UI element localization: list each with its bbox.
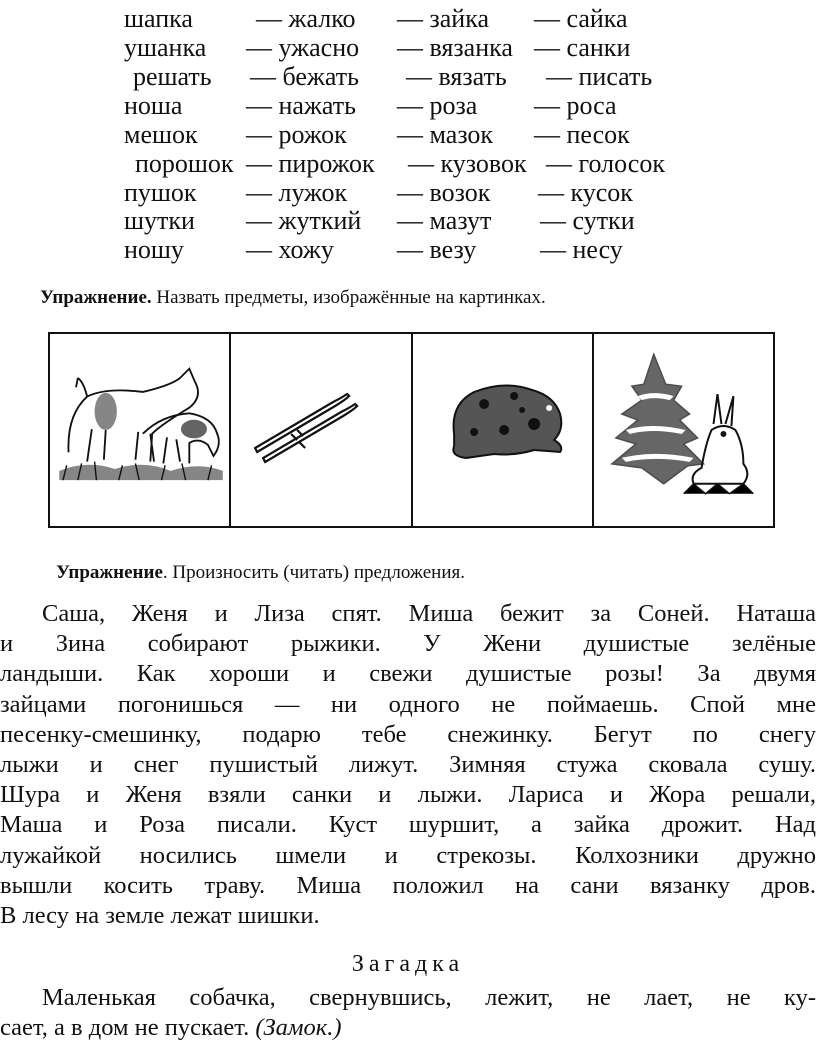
riddle-text: сает, а в дом не пускает. (0, 1014, 250, 1041)
word: — везу (397, 235, 477, 264)
paragraph-line: лужайкой носились шмели и стрекозы. Колхозники дружно (0, 841, 816, 869)
word: — голосок (546, 149, 665, 178)
word: ноша (124, 91, 183, 120)
exercise-name-pictures (40, 287, 546, 309)
word: — рожок (246, 120, 347, 149)
word: — санки (534, 33, 631, 62)
exercise-text: Назвать предметы, изображённые на картинках. (156, 287, 546, 308)
word: мешок (124, 120, 198, 149)
word: шапка (124, 4, 193, 33)
word: — ужасно (246, 33, 360, 62)
paragraph-line: Шура и Женя взяли санки и лыжи. Лариса и Жора решали, (0, 781, 816, 809)
word: — мазут (397, 206, 492, 235)
word: — вязать (406, 62, 507, 91)
word: — песок (534, 120, 630, 149)
word: — бежать (250, 62, 359, 91)
word: — мазок (397, 120, 494, 149)
word: ушанка (124, 33, 207, 62)
word: пушок (124, 178, 197, 207)
picture-skis (231, 334, 412, 526)
fir-tree-and-hare-icon (594, 334, 773, 526)
word: — жалко (256, 4, 356, 33)
paragraph-line: песенку-смешинку, подарю тебе снежинку. Бегут по снегу (0, 720, 816, 748)
reading-paragraph (0, 599, 816, 931)
word: — кузовок (408, 149, 527, 178)
riddle-title: Загадка (351, 951, 465, 977)
word: — пирожок (246, 149, 375, 178)
riddle-line-last (0, 1013, 816, 1043)
word: — сайка (534, 4, 628, 33)
toad-icon (413, 334, 592, 526)
paragraph-line: вышли косить траву. Миша положил на сани вязанку дров. (0, 871, 816, 899)
word: порошок (135, 149, 234, 178)
exercise-label: Упражнение (56, 562, 163, 583)
word: — кусок (538, 178, 633, 207)
exercise-read-sentences (56, 562, 465, 584)
word: — вязанка (397, 33, 513, 62)
word: шутки (124, 206, 195, 235)
skis-icon (231, 334, 410, 526)
paragraph-line: Маша и Роза писали. Куст шуршит, а зайка дрожит. Над (0, 811, 816, 839)
word: — роза (397, 91, 478, 120)
word: — нажать (246, 91, 357, 120)
paragraph-line: В лесу на земле лежат шишки. (0, 901, 320, 929)
word: — жуткий (246, 206, 362, 235)
paragraph-line: зайцами погонишься — ни одного не поймаешь. Спой мне (0, 690, 816, 718)
word: ношу (124, 235, 184, 264)
riddle (0, 983, 816, 1043)
riddle-line: Маленькая собачка, свернувшись, лежит, не лает, не ку- (42, 984, 816, 1011)
paragraph-line: и Зина собирают рыжики. У Жени душистые зелёные (0, 630, 816, 658)
goats-icon (50, 334, 229, 526)
picture-goats (50, 334, 231, 526)
picture-strip (48, 332, 775, 528)
word: — зайка (397, 4, 490, 33)
riddle-answer: (Замок.) (255, 1014, 342, 1041)
paragraph-line: лыжи и снег пушистый лижут. Зимняя стужа сковала сушу. (0, 750, 816, 778)
picture-fir-tree-and-hare (594, 334, 773, 526)
word: — писать (546, 62, 653, 91)
word: — роса (534, 91, 617, 120)
picture-toad (413, 334, 594, 526)
exercise-label: Упражнение. (40, 287, 152, 308)
word: — сутки (540, 206, 635, 235)
paragraph-line: Саша, Женя и Лиза спят. Миша бежит за Соней. Наташа (42, 600, 816, 627)
word: — лужок (246, 178, 348, 207)
word: — несу (540, 235, 623, 264)
exercise-text: . Произносить (читать) предложения. (162, 562, 465, 583)
word: — хожу (246, 235, 334, 264)
word: — возок (397, 178, 491, 207)
word: решать (133, 62, 212, 91)
paragraph-line: ландыши. Как хороши и свежи душистые розы! За двумя (0, 660, 816, 688)
